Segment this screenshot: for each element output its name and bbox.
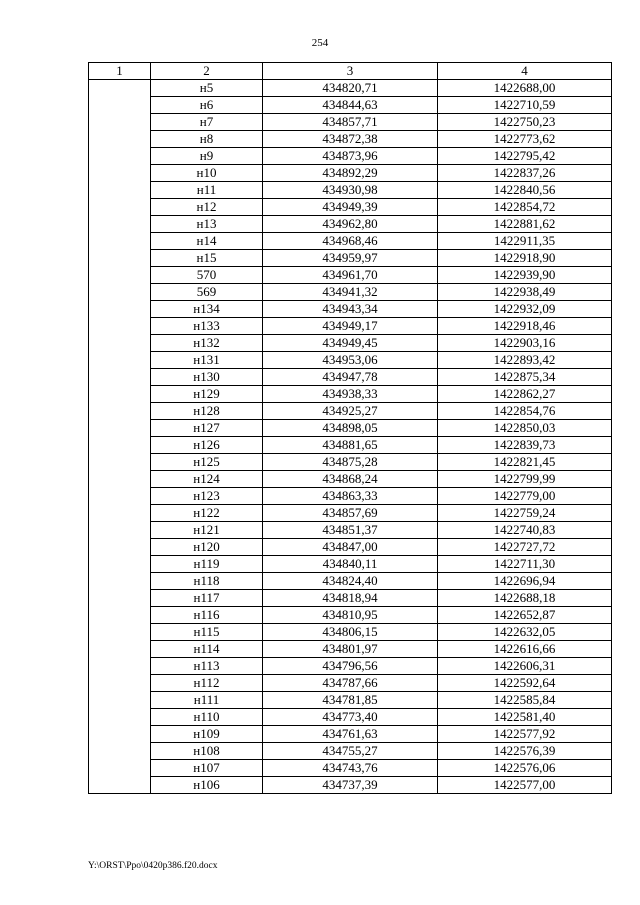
y-coordinate-cell: 1422854,72 [438,199,612,216]
x-coordinate-cell: 434818,94 [263,590,438,607]
table-row [89,352,612,369]
table-row [89,607,612,624]
coordinates-table [88,62,612,794]
point-id-cell: н111 [151,692,263,709]
x-coordinate-cell: 434949,17 [263,318,438,335]
x-coordinate-cell: 434737,39 [263,777,438,794]
x-coordinate-cell: 434873,96 [263,148,438,165]
x-coordinate-cell: 434947,78 [263,369,438,386]
column-header-4: 4 [438,63,612,80]
x-coordinate-cell: 434943,34 [263,301,438,318]
point-id-cell: н106 [151,777,263,794]
table-row [89,573,612,590]
table-row [89,726,612,743]
y-coordinate-cell: 1422576,39 [438,743,612,760]
point-id-cell: н116 [151,607,263,624]
x-coordinate-cell: 434925,27 [263,403,438,420]
x-coordinate-cell: 434962,80 [263,216,438,233]
x-coordinate-cell: 434806,15 [263,624,438,641]
point-id-cell: н114 [151,641,263,658]
table-row [89,454,612,471]
y-coordinate-cell: 1422850,03 [438,420,612,437]
y-coordinate-cell: 1422938,49 [438,284,612,301]
point-id-cell: н129 [151,386,263,403]
x-coordinate-cell: 434840,11 [263,556,438,573]
table-row [89,301,612,318]
table-row [89,420,612,437]
table-row [89,403,612,420]
table-row [89,556,612,573]
x-coordinate-cell: 434863,33 [263,488,438,505]
table-row [89,675,612,692]
point-id-cell: н126 [151,437,263,454]
point-id-cell: н113 [151,658,263,675]
x-coordinate-cell: 434959,97 [263,250,438,267]
y-coordinate-cell: 1422581,40 [438,709,612,726]
x-coordinate-cell: 434801,97 [263,641,438,658]
x-coordinate-cell: 434872,38 [263,131,438,148]
x-coordinate-cell: 434892,29 [263,165,438,182]
y-coordinate-cell: 1422854,76 [438,403,612,420]
y-coordinate-cell: 1422911,35 [438,233,612,250]
point-id-cell: н130 [151,369,263,386]
x-coordinate-cell: 434961,70 [263,267,438,284]
y-coordinate-cell: 1422837,26 [438,165,612,182]
y-coordinate-cell: 1422918,90 [438,250,612,267]
table-row [89,641,612,658]
point-id-cell: н107 [151,760,263,777]
y-coordinate-cell: 1422652,87 [438,607,612,624]
y-coordinate-cell: 1422688,00 [438,80,612,97]
x-coordinate-cell: 434941,32 [263,284,438,301]
x-coordinate-cell: 434773,40 [263,709,438,726]
x-coordinate-cell: 434787,66 [263,675,438,692]
y-coordinate-cell: 1422688,18 [438,590,612,607]
x-coordinate-cell: 434857,71 [263,114,438,131]
column-header-3: 3 [263,63,438,80]
table-row [89,692,612,709]
table-row [89,505,612,522]
point-id-cell: н14 [151,233,263,250]
table-row [89,216,612,233]
point-id-cell: н123 [151,488,263,505]
table-row [89,386,612,403]
y-coordinate-cell: 1422606,31 [438,658,612,675]
point-id-cell: н110 [151,709,263,726]
x-coordinate-cell: 434761,63 [263,726,438,743]
x-coordinate-cell: 434875,28 [263,454,438,471]
table-row [89,97,612,114]
x-coordinate-cell: 434781,85 [263,692,438,709]
table-row [89,369,612,386]
table-row [89,335,612,352]
y-coordinate-cell: 1422795,42 [438,148,612,165]
table-row [89,471,612,488]
y-coordinate-cell: 1422585,84 [438,692,612,709]
y-coordinate-cell: 1422616,66 [438,641,612,658]
y-coordinate-cell: 1422632,05 [438,624,612,641]
table-row [89,199,612,216]
point-id-cell: н124 [151,471,263,488]
table-row [89,233,612,250]
table-row [89,777,612,794]
point-id-cell: н128 [151,403,263,420]
table-row [89,284,612,301]
point-id-cell: н6 [151,97,263,114]
table-row [89,267,612,284]
x-coordinate-cell: 434968,46 [263,233,438,250]
y-coordinate-cell: 1422821,45 [438,454,612,471]
table-row [89,709,612,726]
point-id-cell: н125 [151,454,263,471]
point-id-cell: н127 [151,420,263,437]
y-coordinate-cell: 1422577,92 [438,726,612,743]
point-id-cell: н121 [151,522,263,539]
x-coordinate-cell: 434938,33 [263,386,438,403]
x-coordinate-cell: 434796,56 [263,658,438,675]
x-coordinate-cell: 434881,65 [263,437,438,454]
y-coordinate-cell: 1422711,30 [438,556,612,573]
point-id-cell: н7 [151,114,263,131]
point-id-cell: н5 [151,80,263,97]
y-coordinate-cell: 1422903,16 [438,335,612,352]
y-coordinate-cell: 1422799,99 [438,471,612,488]
table-header-row [89,63,612,80]
point-id-cell: н122 [151,505,263,522]
point-id-cell: н112 [151,675,263,692]
table-row [89,165,612,182]
x-coordinate-cell: 434847,00 [263,539,438,556]
point-id-cell: н11 [151,182,263,199]
y-coordinate-cell: 1422576,06 [438,760,612,777]
table-body [89,80,612,794]
point-id-cell: н9 [151,148,263,165]
table-row [89,658,612,675]
point-id-cell: н15 [151,250,263,267]
point-id-cell: н115 [151,624,263,641]
y-coordinate-cell: 1422750,23 [438,114,612,131]
y-coordinate-cell: 1422773,62 [438,131,612,148]
table-row [89,590,612,607]
column-header-2: 2 [151,63,263,80]
x-coordinate-cell: 434851,37 [263,522,438,539]
x-coordinate-cell: 434755,27 [263,743,438,760]
x-coordinate-cell: 434844,63 [263,97,438,114]
point-id-cell: н108 [151,743,263,760]
point-id-cell: н13 [151,216,263,233]
x-coordinate-cell: 434857,69 [263,505,438,522]
y-coordinate-cell: 1422840,56 [438,182,612,199]
y-coordinate-cell: 1422577,00 [438,777,612,794]
column-header-1: 1 [89,63,151,80]
y-coordinate-cell: 1422779,00 [438,488,612,505]
point-id-cell: н10 [151,165,263,182]
point-id-cell: н134 [151,301,263,318]
x-coordinate-cell: 434949,45 [263,335,438,352]
x-coordinate-cell: 434930,98 [263,182,438,199]
table-row [89,539,612,556]
table-row [89,131,612,148]
x-coordinate-cell: 434743,76 [263,760,438,777]
table-row [89,148,612,165]
table-row [89,522,612,539]
table-row [89,488,612,505]
y-coordinate-cell: 1422740,83 [438,522,612,539]
page-number: 254 [311,37,329,49]
table-row [89,318,612,335]
point-id-cell: н118 [151,573,263,590]
point-id-cell: н117 [151,590,263,607]
x-coordinate-cell: 434810,95 [263,607,438,624]
y-coordinate-cell: 1422710,59 [438,97,612,114]
table-row [89,437,612,454]
table-row [89,182,612,199]
y-coordinate-cell: 1422918,46 [438,318,612,335]
y-coordinate-cell: 1422759,24 [438,505,612,522]
y-coordinate-cell: 1422592,64 [438,675,612,692]
y-coordinate-cell: 1422939,90 [438,267,612,284]
y-coordinate-cell: 1422881,62 [438,216,612,233]
table-row [89,760,612,777]
table-row [89,114,612,131]
table-row [89,80,612,97]
table-row [89,743,612,760]
x-coordinate-cell: 434953,06 [263,352,438,369]
point-id-cell: н109 [151,726,263,743]
file-path-footer: Y:\ORST\Ppo\0420p386.f20.docx [88,861,218,871]
y-coordinate-cell: 1422727,72 [438,539,612,556]
point-id-cell: н8 [151,131,263,148]
point-id-cell: 569 [151,284,263,301]
point-id-cell: н132 [151,335,263,352]
x-coordinate-cell: 434868,24 [263,471,438,488]
x-coordinate-cell: 434824,40 [263,573,438,590]
merged-empty-cell [89,80,151,794]
x-coordinate-cell: 434898,05 [263,420,438,437]
y-coordinate-cell: 1422696,94 [438,573,612,590]
x-coordinate-cell: 434949,39 [263,199,438,216]
y-coordinate-cell: 1422893,42 [438,352,612,369]
y-coordinate-cell: 1422839,73 [438,437,612,454]
y-coordinate-cell: 1422875,34 [438,369,612,386]
y-coordinate-cell: 1422932,09 [438,301,612,318]
point-id-cell: н133 [151,318,263,335]
y-coordinate-cell: 1422862,27 [438,386,612,403]
table-row [89,624,612,641]
point-id-cell: н119 [151,556,263,573]
point-id-cell: 570 [151,267,263,284]
table-row [89,250,612,267]
point-id-cell: н12 [151,199,263,216]
point-id-cell: н120 [151,539,263,556]
x-coordinate-cell: 434820,71 [263,80,438,97]
point-id-cell: н131 [151,352,263,369]
